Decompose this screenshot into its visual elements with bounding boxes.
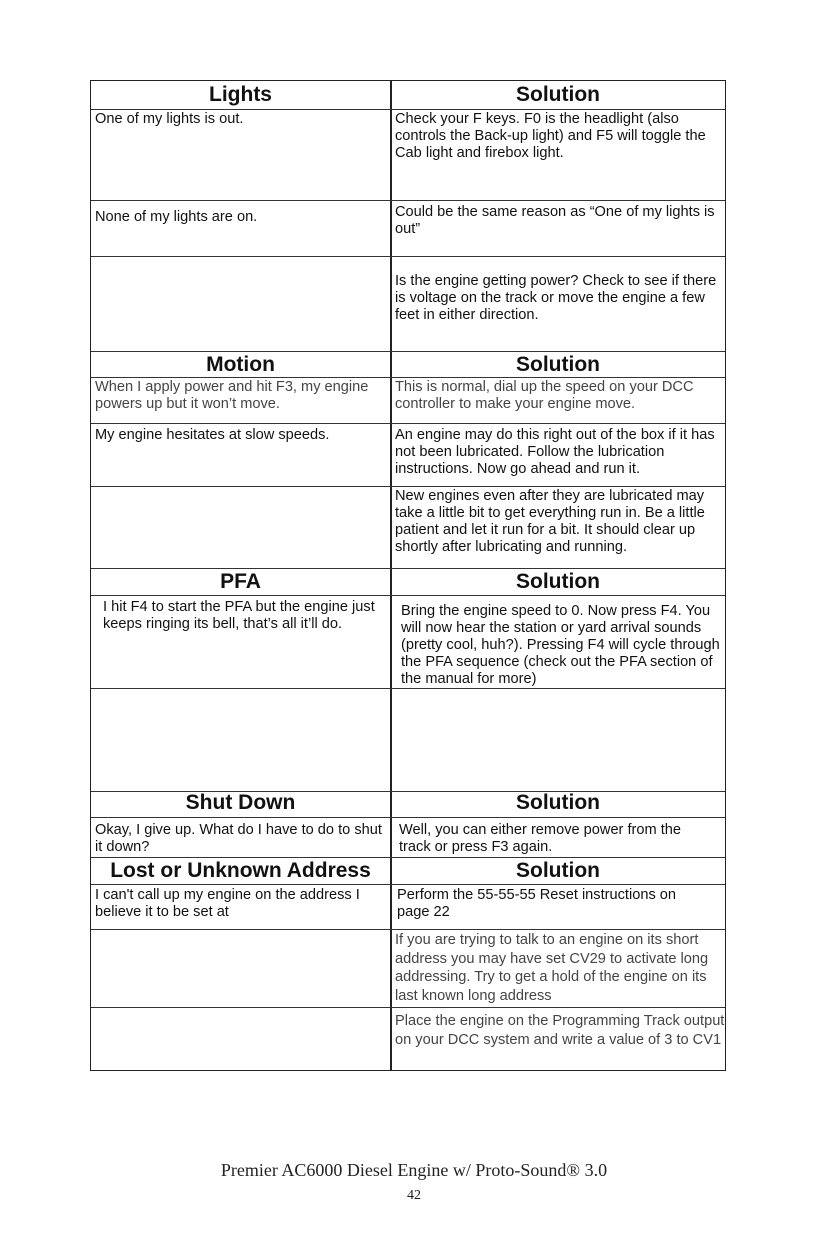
lights-solution-1: Check your F keys. F0 is the headlight (also controls the Back-up light) and F5 will toggle the Cab light and firebox light. bbox=[395, 111, 706, 161]
motion-header: Motion bbox=[206, 353, 275, 376]
pfa-solution-header: Solution bbox=[516, 570, 600, 593]
row-divider bbox=[91, 256, 725, 257]
lights-problem-2: None of my lights are on. bbox=[95, 209, 258, 225]
pfa-solution-1: Bring the engine speed to 0. Now press F4. You will now hear the station or yard arrival sounds (pretty cool, huh?). Pressing F4 will cycle through the PFA sequence (check out the PFA section of the manual for more) bbox=[401, 603, 720, 687]
row-divider bbox=[91, 377, 725, 378]
row-divider bbox=[91, 200, 725, 201]
shutdown-problem-1: Okay, I give up. What do I have to do to shut it down? bbox=[95, 822, 382, 855]
pfa-problem-1: I hit F4 to start the PFA but the engine just keeps ringing its bell, that’s all it’ll do. bbox=[103, 599, 375, 632]
document-footer-title: Premier AC6000 Diesel Engine w/ Proto-Sound® 3.0 bbox=[220, 1160, 608, 1180]
row-divider bbox=[91, 1007, 725, 1008]
page-number: 42 bbox=[407, 1188, 421, 1203]
address-solution-header: Solution bbox=[516, 859, 600, 882]
row-divider bbox=[91, 929, 725, 930]
address-solution-2: If you are trying to talk to an engine on its short address you may have set CV29 to activate long addressing. Try to get a hold of the engine on its last known long address bbox=[395, 932, 709, 1004]
address-solution-1: Perform the 55-55-55 Reset instructions on page 22 bbox=[397, 887, 677, 920]
row-divider bbox=[91, 595, 725, 596]
row-divider bbox=[91, 486, 725, 487]
address-header: Lost or Unknown Address bbox=[110, 859, 371, 882]
lights-solution-header: Solution bbox=[516, 83, 600, 106]
lights-solution-2: Could be the same reason as “One of my lights is out” bbox=[395, 204, 715, 237]
address-solution-3: Place the engine on the Programming Track output on your DCC system and write a value of 3 to CV1 bbox=[395, 1013, 725, 1048]
pfa-header: PFA bbox=[220, 570, 261, 593]
row-divider bbox=[91, 884, 725, 885]
motion-solution-2: An engine may do this right out of the box if it has not been lubricated. Follow the lubrication instructions. Now go ahead and run it. bbox=[395, 427, 715, 477]
troubleshooting-table bbox=[90, 80, 726, 1071]
motion-problem-2: My engine hesitates at slow speeds. bbox=[95, 427, 330, 443]
motion-solution-header: Solution bbox=[516, 353, 600, 376]
row-divider bbox=[91, 817, 725, 818]
motion-problem-1: When I apply power and hit F3, my engine powers up but it won’t move. bbox=[95, 379, 369, 412]
row-divider bbox=[91, 688, 725, 689]
shutdown-solution-header: Solution bbox=[516, 791, 600, 814]
lights-problem-1: One of my lights is out. bbox=[95, 111, 244, 127]
motion-solution-1: This is normal, dial up the speed on your DCC controller to make your engine move. bbox=[395, 379, 694, 412]
shutdown-solution-1: Well, you can either remove power from the track or press F3 again. bbox=[399, 822, 681, 855]
row-divider bbox=[91, 423, 725, 424]
row-divider bbox=[91, 109, 725, 110]
address-problem-1: I can't call up my engine on the address I believe it to be set at bbox=[95, 887, 360, 920]
lights-header: Lights bbox=[209, 83, 272, 106]
lights-solution-3: Is the engine getting power? Check to see if there is voltage on the track or move the engine a few feet in either direction. bbox=[395, 273, 717, 323]
motion-solution-3: New engines even after they are lubricated may take a little bit to get everything run in. Be a little patient and let it run for a bit. It should clear up shortly after lubricating and running. bbox=[395, 488, 705, 555]
shutdown-header: Shut Down bbox=[185, 791, 296, 814]
